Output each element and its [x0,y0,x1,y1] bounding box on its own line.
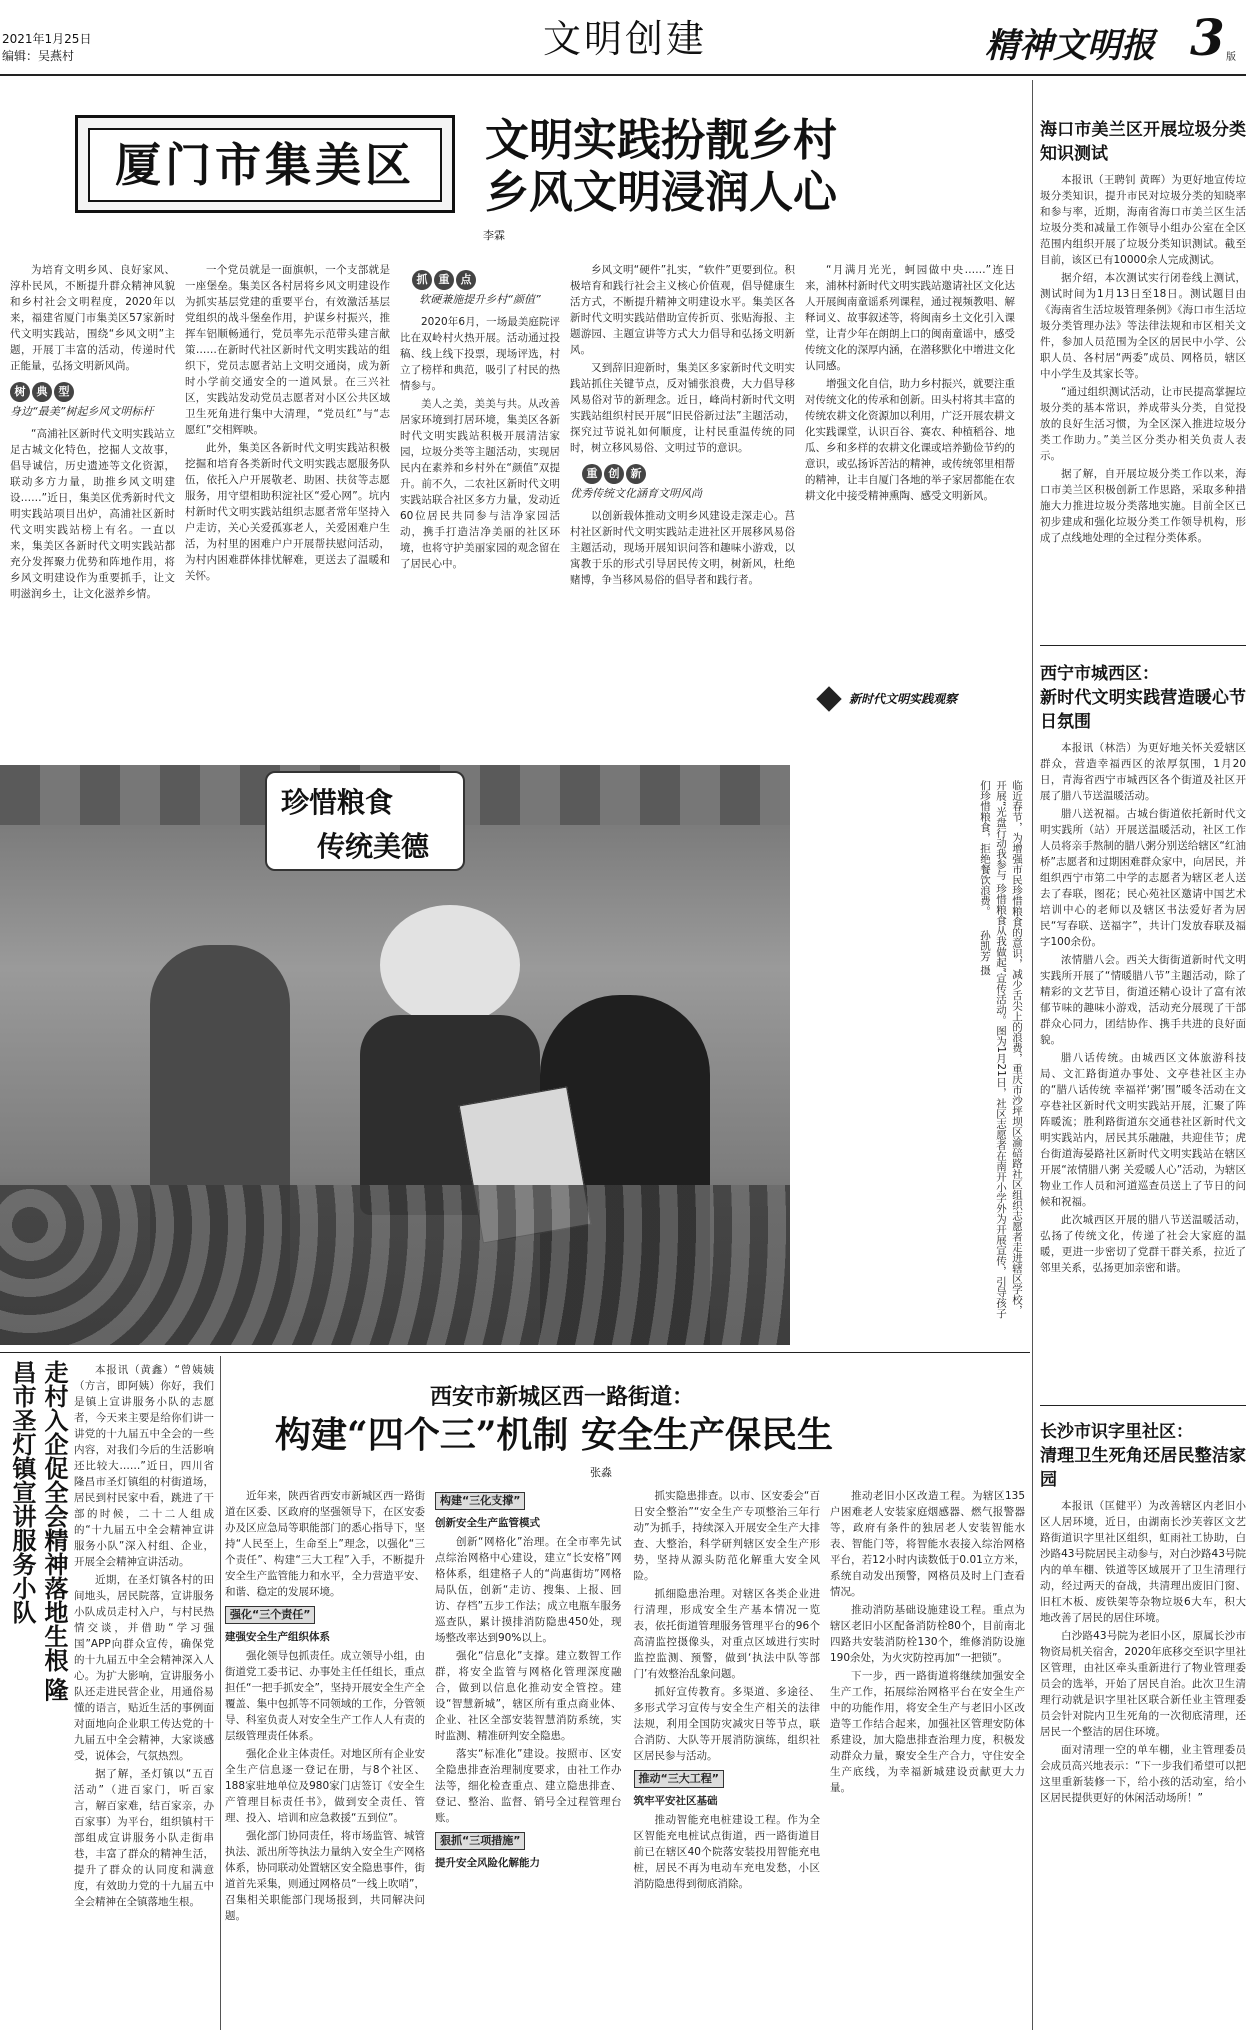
section-2-para-4: 又到辞旧迎新时，集美区多家新时代文明实践站抓住关键节点，反对铺张浪费，大力倡导移风易俗对节的新理念。近日，峰尚村新时代文明实践站组织村民开展“旧民俗新过法”主题活动，探究过节说礼如何顺度，让村民重温传统的同时，树立移风易俗、文明过节的意识。 [570,362,795,454]
photo-banner-line2: 传统美德 [317,830,430,863]
section-header-2 [412,270,560,290]
section-2-char-2: 重 [434,270,454,290]
mascot-head [380,905,520,1025]
bottom-kicker-2 [435,1488,622,1531]
bottom-kicker-4-sub: 筑牢平安社区基础 [633,1795,718,1807]
section-header-1 [10,382,175,402]
bottom-kicker-4-label: 推动“三大工程” [634,1770,724,1788]
section-3-subtitle: 优秀传统文化涵育文明风尚 [570,487,702,500]
section-1-para-1: “高浦社区新时代文明实践站立足古城文化特色，挖掘人文故事，倡导诚信，历史遗迹等文化资源，联动多方力量，助推乡风文明建设……”近日，集美区优秀新时代文明实践站项目出炉，高浦社区新时代文明实践站榜上有名。一直以来，集美区各新时代文明实践站都充分发挥聚力优势和阵地作用，将乡风文明建设作为重要抓手，让文明滋润乡土，让文化滋养乡情。 [10,428,175,600]
left-story-para-3: 据了解，圣灯镇以“五百活动”（进百家门，听百家言，解百家难，结百家亲，办百家事）为平台，组织镇村干部组成宣讲服务小队走街串巷，丰富了群众的精神生活，提升了群众的认同度和满意度，有效助力党的十九届五中全会精神在全镇落地生根。 [74,1768,214,1908]
sidebar-divider [1032,80,1033,2030]
bottom-para-12: 推动老旧小区改造工程。为辖区135户困难老人安装家庭烟感器、燃气报警器等，政府有条件的独居老人安装智能水表、智能门等，将智能水表接入综治网格平台，若12小时内读数低于0.01立方米，系统自动发出预警，网格员及时上门查看情况。 [830,1490,1025,1598]
sidebar-story-3-para-1: 本报讯（匡健平）为改善辖区内老旧小区人居环境，近日，由湖南长沙芙蓉区文艺路街道识字里社区组织，虹雨社工协助，白沙路43号院居民主动参与，对白沙路43号院内的单车棚、铁道等区域展开了卫生清理行动，经过两天的奋战，共清理出废旧门窗、旧杠木板、废铁架等杂物垃圾6大车，积大地改善了居民的居住环境。 [1040,1500,1246,1624]
bottom-kicker-2-sub: 创新安全生产监管模式 [435,1517,540,1529]
sidebar-story-1 [1040,118,1246,638]
sidebar-story-1-para-4: 据了解，自开展垃圾分类工作以来，海口市美兰区积极创新工作思路，采取多种措施大力推进垃圾分类落地实施。目前全区已初步建成和强化垃圾分类工作领导机构，形成了点线地处理的全过程分类体系。 [1040,468,1246,544]
lead-author: 李霖 [483,229,505,242]
column-tag-text: 新时代文明实践观察 [849,692,958,706]
section-3-char-2: 创 [604,464,624,484]
section-1-char-2: 典 [32,382,52,402]
section-3-para-2: “月满月光光，蚵园做中央……”连日来，浦林村新时代文明实践站邀请社区文化达人开展闽南童谣系列课程，通过视频教唱、解释词义、故事叙述等，将闽南乡土文化引入课堂，让青少年在朗朗上口的闽南童谣中，感受传统文化的深厚内涵，在潜移默化中增进文化认同感。 [805,264,1015,372]
editor-credit: 编辑：吴燕村 [2,49,75,63]
section-3-para-1: 以创新载体推动文明乡风建设走深走心。莒村社区新时代文明实践站走进社区开展移风易俗主题活动，现场开展知识问答和趣味小游戏，以寓教于乐的形式引导居民传文明，树新风，杜绝赌博，争当移风易俗的倡导者和践行者。 [570,510,795,586]
page-suffix: 版 [1226,52,1236,63]
bottom-kicker-1 [225,1602,425,1645]
sidebar-story-2-title-2: 新时代文明实践营造暖心节日氛围 [1040,688,1246,732]
bottom-para-11: 推动智能充电桩建设工程。作为全区智能充电桩试点街道，西一路街道目前已在辖区40个院落安装投用智能充电桩，居民不再为电动车充电发愁，小区消防隐患得到彻底消除。 [633,1814,820,1890]
section-1-subtitle: 身边“最美”树起乡风文明标杆 [10,405,154,418]
photo-credit: 孙凯芳 摄 [979,929,991,976]
bottom-para-9: 抓细隐患治理。对辖区各类企业进行清理，形成安全生产基本情况一览表，依托街道管理服务管理平台的96个高清监控摄像头，对重点区域进行实时监控监测、预警，做到‘执法中队等部门’有效整治乱象问题。 [633,1588,820,1680]
photo-banner-line1: 珍惜粮食 [281,786,394,819]
section-3-para-3: 增强文化自信，助力乡村振兴，就要注重对传统文化的传承和创新。田头村将其丰富的传统农耕文化资源加以利用，广泛开展农耕文化实践课堂，认识百谷、赛农、种植稻谷、地瓜、乡和多样的农耕文化课或培养勤俭节约的意识，或弘扬诉苦沾的精神，或传统邻里相帮的精神，让丰自厦门各地的举子家居都能在农耕文化中接受精神熏陶、感受文明新风。 [805,378,1015,502]
lead-column-3 [400,262,560,717]
sidebar-story-3-title-2: 清理卫生死角还居民整洁家园 [1040,1446,1246,1490]
page-number: 3 [1190,8,1225,67]
sidebar-story-3-para-3: 面对清理一空的单车棚，业主管理委员会成员高兴地表示：“下一步我们希望可以把这里重新装修一下，给小孩的活动室，给小区居民提供更好的休闲活动场所！” [1040,1744,1246,1804]
photo-banner [265,771,465,871]
sidebar-rule-1 [1040,645,1246,646]
bottom-kicker-4 [634,1766,821,1809]
bottom-para-2: 强化领导包抓责任。成立领导小组，由街道党工委书记、办事处主任任组长，重点担任“一把手抓安全”，坚持开展安全生产全覆盖、集中包抓等不同领域的工作，分管领导、科室负责人对安全生产工作人人有责的层级管理责任体系。 [225,1650,425,1742]
lead-header [75,115,895,225]
left-story-para-2: 近期，在圣灯镇各村的田间地头，居民院落，宣讲服务小队成员走村入户，与村民热情交谈，并借助“学习强国”APP向群众宣传，确保党的十九届五中全会精神深入人心。为扩大影响，宣讲服务小队还走进民营企业，用通俗易懂的语言，贴近生活的事例面对面地向企业职工传达党的十九届五中全会精神，大家谈感受，说体会，气氛热烈。 [74,1574,214,1762]
bottom-para-7: 落实“标准化”建设。按照市、区安全隐患排查治理制度要求，由社工作办法等，细化检查重点、建立隐患排查、登记、整治、监督、销号全过程管理台账。 [435,1748,622,1824]
bottom-kicker-1-sub: 建强安全生产组织体系 [225,1631,330,1643]
region-badge-text: 厦门市集美区 [88,128,442,202]
left-story-para-1: 本报讯（黄鑫）“曾姨姨（方言，即阿姨）你好，我们是镇上宣讲服务小队的志愿者，今天来主要是给你们讲一讲党的十九届五中全会的一些内容，对我们今后的生活影响还比较大……”近日，四川省隆昌市圣灯镇组的村街道场，居民到村民家中看，跳进了干部的时候，二十二人组成的“十九届五中全会精神宣讲服务小队”深入村组、企业，开展全会精神宣讲活动。 [74,1364,214,1568]
section-2-para-3: 乡风文明“硬件”扎实，“软件”更要到位。积极培育和践行社会主义核心价值观，倡导健康生活方式，不断提升精神文明建设水平。集美区各新时代文明实践站借助宣传折页、张贴海报、主题游园、主题宣讲等方式大力倡导和弘扬文明新风。 [570,264,795,356]
bottom-title: 构建“四个三”机制 安全生产保民生 [275,1414,833,1456]
bottom-para-8: 抓实隐患排查。以市、区安委会“百日安全整治”“安全生产专项整治三年行动”为抓手，持续深入开展安全生产大排查、大整治，科学研判辖区安全生产形势，坚持从源头防范化解重大安全风险。 [633,1490,820,1582]
bottom-para-14: 下一步，西一路街道将继续加强安全生产工作，拓展综治网格平台在安全生产中的功能作用，将安全生产与老旧小区改造等工作结合起来，加强社区管理安防体系建设，加大隐患排查治理力度，积极发动群众力量，聚安全生产合力，守住安全生产底线，为幸福新城建设贡献更大力量。 [830,1670,1025,1794]
section-2-para-1: 2020年6月，一场最美庭院评比在双岭村火热开展。活动通过投稿、线上线下投票，现场评选，村立了榜样和典范，吸引了村民的热情参与。 [400,316,560,392]
section-name: 文明创建 [542,17,707,61]
bottom-kicker-3 [435,1828,622,1871]
sidebar-story-1-para-1: 本报讯（王聘钊 黄晖）为更好地宣传垃圾分类知识，提升市民对垃圾分类的知晓率和参与率，近期，海南省海口市美兰区生活垃圾分类和减量工作领导小组办公室在全区范围内组织开展了垃圾分类知识测试。截至目前，该区已有10000余人完成测试。 [1040,174,1246,266]
lead-column-4 [570,262,795,717]
sidebar-story-2 [1040,662,1246,1397]
masthead [0,0,1246,78]
bottom-para-6: 强化“信息化”支撑。建立数智工作群，将安全监管与网格化管理深度融合，做到以信息化推动安全管控。建设“智慧新城”，辖区所有重点商业体、企业、社区全部安装智慧消防系统，实时监测、精准研判安全隐患。 [435,1650,622,1742]
sidebar-story-3-title-1: 长沙市识字里社区： [1040,1422,1193,1442]
bottom-author: 张淼 [590,1466,612,1479]
sidebar-story-1-title: 海口市美兰区开展垃圾分类知识测试 [1040,120,1246,164]
bottom-para-5: 创新“网格化”治理。在全市率先试点综治网格中心建设，建立“长安格”网格体系，组建格子人的“尚惠街坊”网格局队伍，创新“走访、搜集、上报、回访、存档”五步工作法；成立电瓶车服务巡查队，累计摸排消防隐患450处，现场整改率达到90%以上。 [435,1536,622,1644]
issue-date: 2021年1月25日 [2,32,92,46]
photo-caption [800,780,1025,1320]
column-tag-mark [816,686,841,711]
section-1-char-1: 树 [10,382,30,402]
section-1-char-3: 型 [54,382,74,402]
children-crowd [0,1185,790,1345]
sidebar-story-2-para-3: 浓情腊八会。西关大街街道新时代文明实践所开展了“情暖腊八节”主题活动，除了精彩的文艺节目，街道还精心设计了富有浓郁节味的趣味小游戏，活动充分展现了干部群众心同力，团结协作、携手共进的良好面貌。 [1040,954,1246,1046]
column-tag [820,688,1010,714]
sidebar-story-1-para-2: 据介绍，本次测试实行闭卷线上测试，测试时间为1月13日至18日。测试题目由《海南省生活垃圾管理条例》《海口市生活垃圾分类管理办法》等法律法规和市区相关文件，参加人员范围为全区的居民中小学、公职人员、各村居“两委”成员、网格员，辖区中小学生及其家长等。 [1040,272,1246,380]
section-1-para-3: 此外，集美区各新时代文明实践站积极挖掘和培育各类新时代文明实践志愿服务队伍，依托入户开展敬老、助困、扶贫等志愿服务，用守望相助积淀社区“爱心网”。坑内村新时代文明实践站组织志愿者常年坚持入户走访，关心关爱孤寡老人，关爱困难户生活，为村里的困难户户开展帮扶慰问活动，为村内困难群体排忧解难，更送去了温暖和关怀。 [185,442,390,582]
lead-intro: 为培育文明乡风、良好家风、淳朴民风，不断提升群众精神风貌和乡村社会文明程度，2020年以来，福建省厦门市集美区57家新时代文明实践站，围绕“乡风文明”主题，开展丁丰富的活动，传递时代正能量，弘扬文明新风尚。 [10,264,175,372]
left-story-title [4,1360,70,1720]
sidebar-story-3 [1040,1420,1246,2025]
bottom-kicker-3-label: 狠抓“三项措施” [435,1832,525,1850]
masthead-rule [0,74,1246,76]
bottom-kicker: 西安市新城区西一路街道： [430,1384,695,1410]
section-1-para-2: 一个党员就是一面旗帜，一个支部就是一座堡垒。集美区各村居将乡风文明建设作为抓实基层党建的重要平台，有效激活基层党组织的战斗堡垒作用，护谋乡村振兴，推挥车铝顺畅通行，党员率先示范带头建言献策……在新时代社区新时代文明实践站的组织下，党员志愿者站上文明交通岗，成为新时小学前交通安全的一道风景。在三兴社区，实践站发动党员志愿者对小区公共区域卫生死角进行集中大清理，“党员红”与“志愿红”交相辉映。 [185,264,390,436]
section-header-3 [582,464,795,484]
sidebar-story-2-para-1: 本报讯（林浩）为更好地关怀关爱辖区群众，营造幸福西区的浓厚氛围，1月20日，青海省西宁市城西区各个街道及社区开展了腊八节送温暖活动。 [1040,742,1246,802]
bottom-kicker-3-sub: 提升安全风险化解能力 [435,1857,540,1869]
section-2-char-3: 点 [456,270,476,290]
sidebar-story-2-para-5: 此次城西区开展的腊八节送温暖活动，弘扬了传统文化，传递了社会大家庭的温暖，更进一步密切了党群干群关系，拉近了邻里关系，弘扬更加亲密和谐。 [1040,1214,1246,1274]
sidebar-story-1-para-3: “通过组织测试活动，让市民提高掌握垃圾分类的基本常识，养成带头分类，自觉投放的良好生活习惯，为全区深入推进垃圾分类工作助力。”美兰区分类办相关负责人表示。 [1040,386,1246,462]
sidebar-story-3-para-2: 白沙路43号院为老旧小区，原属长沙市物资局机关宿舍，2020年底移交至识字里社区管理，由社区牵头重新进行了物业管理委员会的选举，开始了居民自治。此次卫生清理行动就是识字里社区联合新任业主管理委员会针对院内卫生死角的一次彻底清理，还居民一个整洁的居住环境。 [1040,1630,1246,1738]
bottom-kicker-1-label: 强化“三个责任” [225,1606,315,1624]
bottom-para-10: 抓好宣传教育。多渠道、多途径、多形式学习宣传与安全生产相关的法律法规，利用全国防灾减灾日等节点，联合消防、大队等开展消防演练，组织社区居民参与活动。 [633,1686,820,1762]
section-2-char-1: 抓 [412,270,432,290]
sidebar-story-2-para-2: 腊八送祝福。古城台街道依托新时代文明实践所（站）开展送温暖活动，社区工作人员将亲手熬制的腊八粥分别送给辖区“红油桥”志愿者和过期困难群众家中，向居民，并组织西宁市第二中学的志愿者为辖区老人送去了春联，图花；民心苑社区邀请中国艺术培训中心的老师以及辖区书法爱好者为居民“写春联、送福字”，共计门发放春联及福字100余份。 [1040,808,1246,948]
lead-column-5 [805,262,1015,682]
bottom-para-3: 强化企业主体责任。对地区所有企业安全生产信息逐一登记在册，与8个社区、188家驻地单位及980家门店签订《安全生产管理目标责任书》，做到安全责任、管理、投入、培训和应急救援“五到位”。 [225,1748,425,1824]
paper-name: 精神文明报 [985,26,1155,66]
bottom-column-1 [225,1488,425,2028]
section-2-subtitle: 软硬兼施提升乡村“颜值” [419,293,541,306]
lead-column-1 [10,262,175,717]
sidebar-story-2-title-1: 西宁市城西区： [1040,664,1159,684]
left-story-body [74,1362,214,2027]
bottom-kicker-2-label: 构建“三化支撑” [435,1492,525,1510]
lead-title-line2: 乡风文明浸润人心 [485,167,837,218]
lead-column-2 [185,262,390,717]
section-2-para-2: 美人之美，美美与共。从改善居家环境到打居环境，集美区各新时代文明实践站积极开展清洁家园，垃圾分类等主题活动，实现居民内在素养和乡村外在“颜值”双提升。前不久，二农社区新时代文明实践站联合社区多方力量，发动近60位居民共同参与洁净家园活动，携手打造洁净美丽的社区环境，也将守护美丽家园的观念留在了居民心中。 [400,398,560,570]
bottom-para-intro: 近年来，陕西省西安市新城区西一路街道在区委、区政府的坚强领导下，在区安委办及区应急局等职能部门的悉心指导下，坚持“人民至上，生命至上”理念，以强化“三个责任”、构建“三大工程”入手，不断提升安全生产监管能力和水平，全力营造平安、和谐、稳定的发展环境。 [225,1490,425,1598]
sidebar-story-2-para-4: 腊八话传统。由城西区文体旅游科技局、文汇路街道办事处、文亭巷社区主办的“腊八话传统 幸福祥‘粥’围”暖冬活动在文亭巷社区新时代文明实践站开展，汇聚了阵阵暖流；胜利路街道东交通巷社区新时代文明实践站内，居民其乐融融，共迎佳节；虎台街道海晏路社区新时代文明实践站在辖区开展“浓情腊八粥 关爱暖人心”活动，为辖区物业工作人员和河道巡查员送上了节日的问候和祝福。 [1040,1052,1246,1208]
photo-bottom-rule [0,1352,1030,1353]
bottom-column-2 [435,1488,820,2028]
section-3-char-3: 新 [626,464,646,484]
left-story-title-line1: 走村入企促全会精神落地生根 [40,1360,69,1672]
left-story-title-line2: 隆昌市圣灯镇宣讲服务小队 [8,1360,69,1702]
bottom-column-3 [830,1488,1025,2028]
section-3-char-1: 重 [582,464,602,484]
photo-caption-text: 临近春节，为增强市民珍惜粮食的意识，减少舌尖上的浪费，重庆市沙坪坝区渝碚路社区组织志愿者走进辖区学校，开展“光盘行动我参与 珍惜粮食从我做起”宣传活动。图为1月21日，社区志愿者在南开小学外为开展宣传，引导孩子们珍惜粮食，拒绝餐饮浪费。 [979,780,1023,1319]
left-story-divider [220,1356,221,2030]
region-badge [75,115,455,213]
bottom-para-13: 推动消防基础设施建设工程。重点为辖区老旧小区配备消防栓80个，目前南北四路共安装消防栓130个，维修消防设施190余处，为火灾防控再加“一把锁”。 [830,1604,1025,1664]
bottom-para-4: 强化部门协同责任，将市场监管、城管执法、派出所等执法力量纳入安全生产网格体系，协同联动处置辖区安全隐患事件，街道首先采集，则通过网格员“一线上吹哨”，召集相关职能部门现场报到，共同解决问题。 [225,1830,425,1922]
sidebar-rule-2 [1040,1405,1246,1406]
lead-title-line1: 文明实践扮靓乡村 [485,115,837,166]
lead-photo [0,765,790,1345]
